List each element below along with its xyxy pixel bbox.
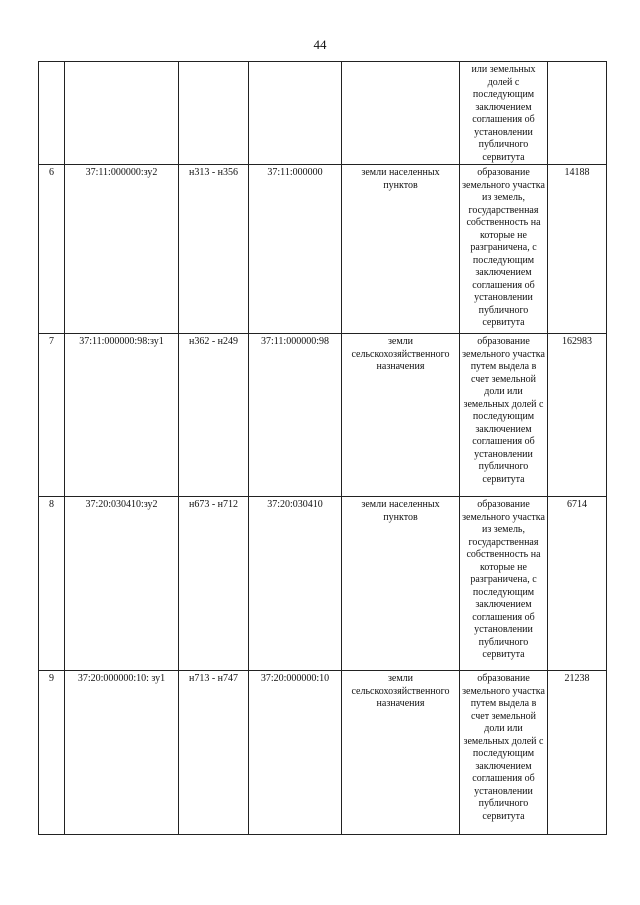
formation-method-cell: образование земельного участка из земель, государственная собственность на которые не разграничена, с последующим заключением соглашения об установлении публичного сервитута [460, 165, 548, 334]
formation-method-cell: или земельных долей с последующим заключением соглашения об установлении публичного сервитута [460, 62, 548, 165]
cadastral-number-cell: 37:20:030410:зу2 [65, 497, 179, 671]
cadastral-quarter-cell: 37:11:000000:98 [249, 334, 342, 497]
row-number-cell: 7 [39, 334, 65, 497]
cadastral-number-cell: 37:20:000000:10: зу1 [65, 671, 179, 835]
cadastral-quarter-cell: 37:20:000000:10 [249, 671, 342, 835]
row-number-cell [39, 62, 65, 165]
boundary-points-cell [179, 62, 249, 165]
land-category-cell [342, 62, 460, 165]
row-number-cell: 8 [39, 497, 65, 671]
land-category-cell: земли населенных пунктов [342, 165, 460, 334]
cadastral-number-cell: 37:11:000000:98:зу1 [65, 334, 179, 497]
boundary-points-cell: н362 - н249 [179, 334, 249, 497]
page-number: 44 [313, 37, 327, 52]
boundary-points-cell: н713 - н747 [179, 671, 249, 835]
boundary-points-cell: н313 - н356 [179, 165, 249, 334]
cadastral-number-cell: 37:11:000000:зу2 [65, 165, 179, 334]
table-row [39, 497, 607, 671]
land-plots-table [38, 61, 607, 835]
cadastral-quarter-cell: 37:11:000000 [249, 165, 342, 334]
row-number-cell: 6 [39, 165, 65, 334]
table-row [39, 334, 607, 497]
area-cell: 21238 [548, 671, 607, 835]
area-cell: 6714 [548, 497, 607, 671]
area-cell: 14188 [548, 165, 607, 334]
land-category-cell: земли сельскохозяйственного назначения [342, 334, 460, 497]
boundary-points-cell: н673 - н712 [179, 497, 249, 671]
table-row [39, 62, 607, 165]
table-row [39, 165, 607, 334]
formation-method-cell: образование земельного участка путем выдела в счет земельной доли или земельных долей с последующим заключением соглашения об установлении публичного сервитута [460, 334, 548, 497]
table-row [39, 671, 607, 835]
cadastral-quarter-cell: 37:20:030410 [249, 497, 342, 671]
formation-method-cell: образование земельного участка путем выдела в счет земельной доли или земельных долей с последующим заключением соглашения об установлении публичного сервитута [460, 671, 548, 835]
land-category-cell: земли населенных пунктов [342, 497, 460, 671]
area-cell: 162983 [548, 334, 607, 497]
cadastral-number-cell [65, 62, 179, 165]
land-category-cell: земли сельскохозяйственного назначения [342, 671, 460, 835]
cadastral-quarter-cell [249, 62, 342, 165]
row-number-cell: 9 [39, 671, 65, 835]
area-cell [548, 62, 607, 165]
formation-method-cell: образование земельного участка из земель, государственная собственность на которые не разграничена, с последующим заключением соглашения об установлении публичного сервитута [460, 497, 548, 671]
